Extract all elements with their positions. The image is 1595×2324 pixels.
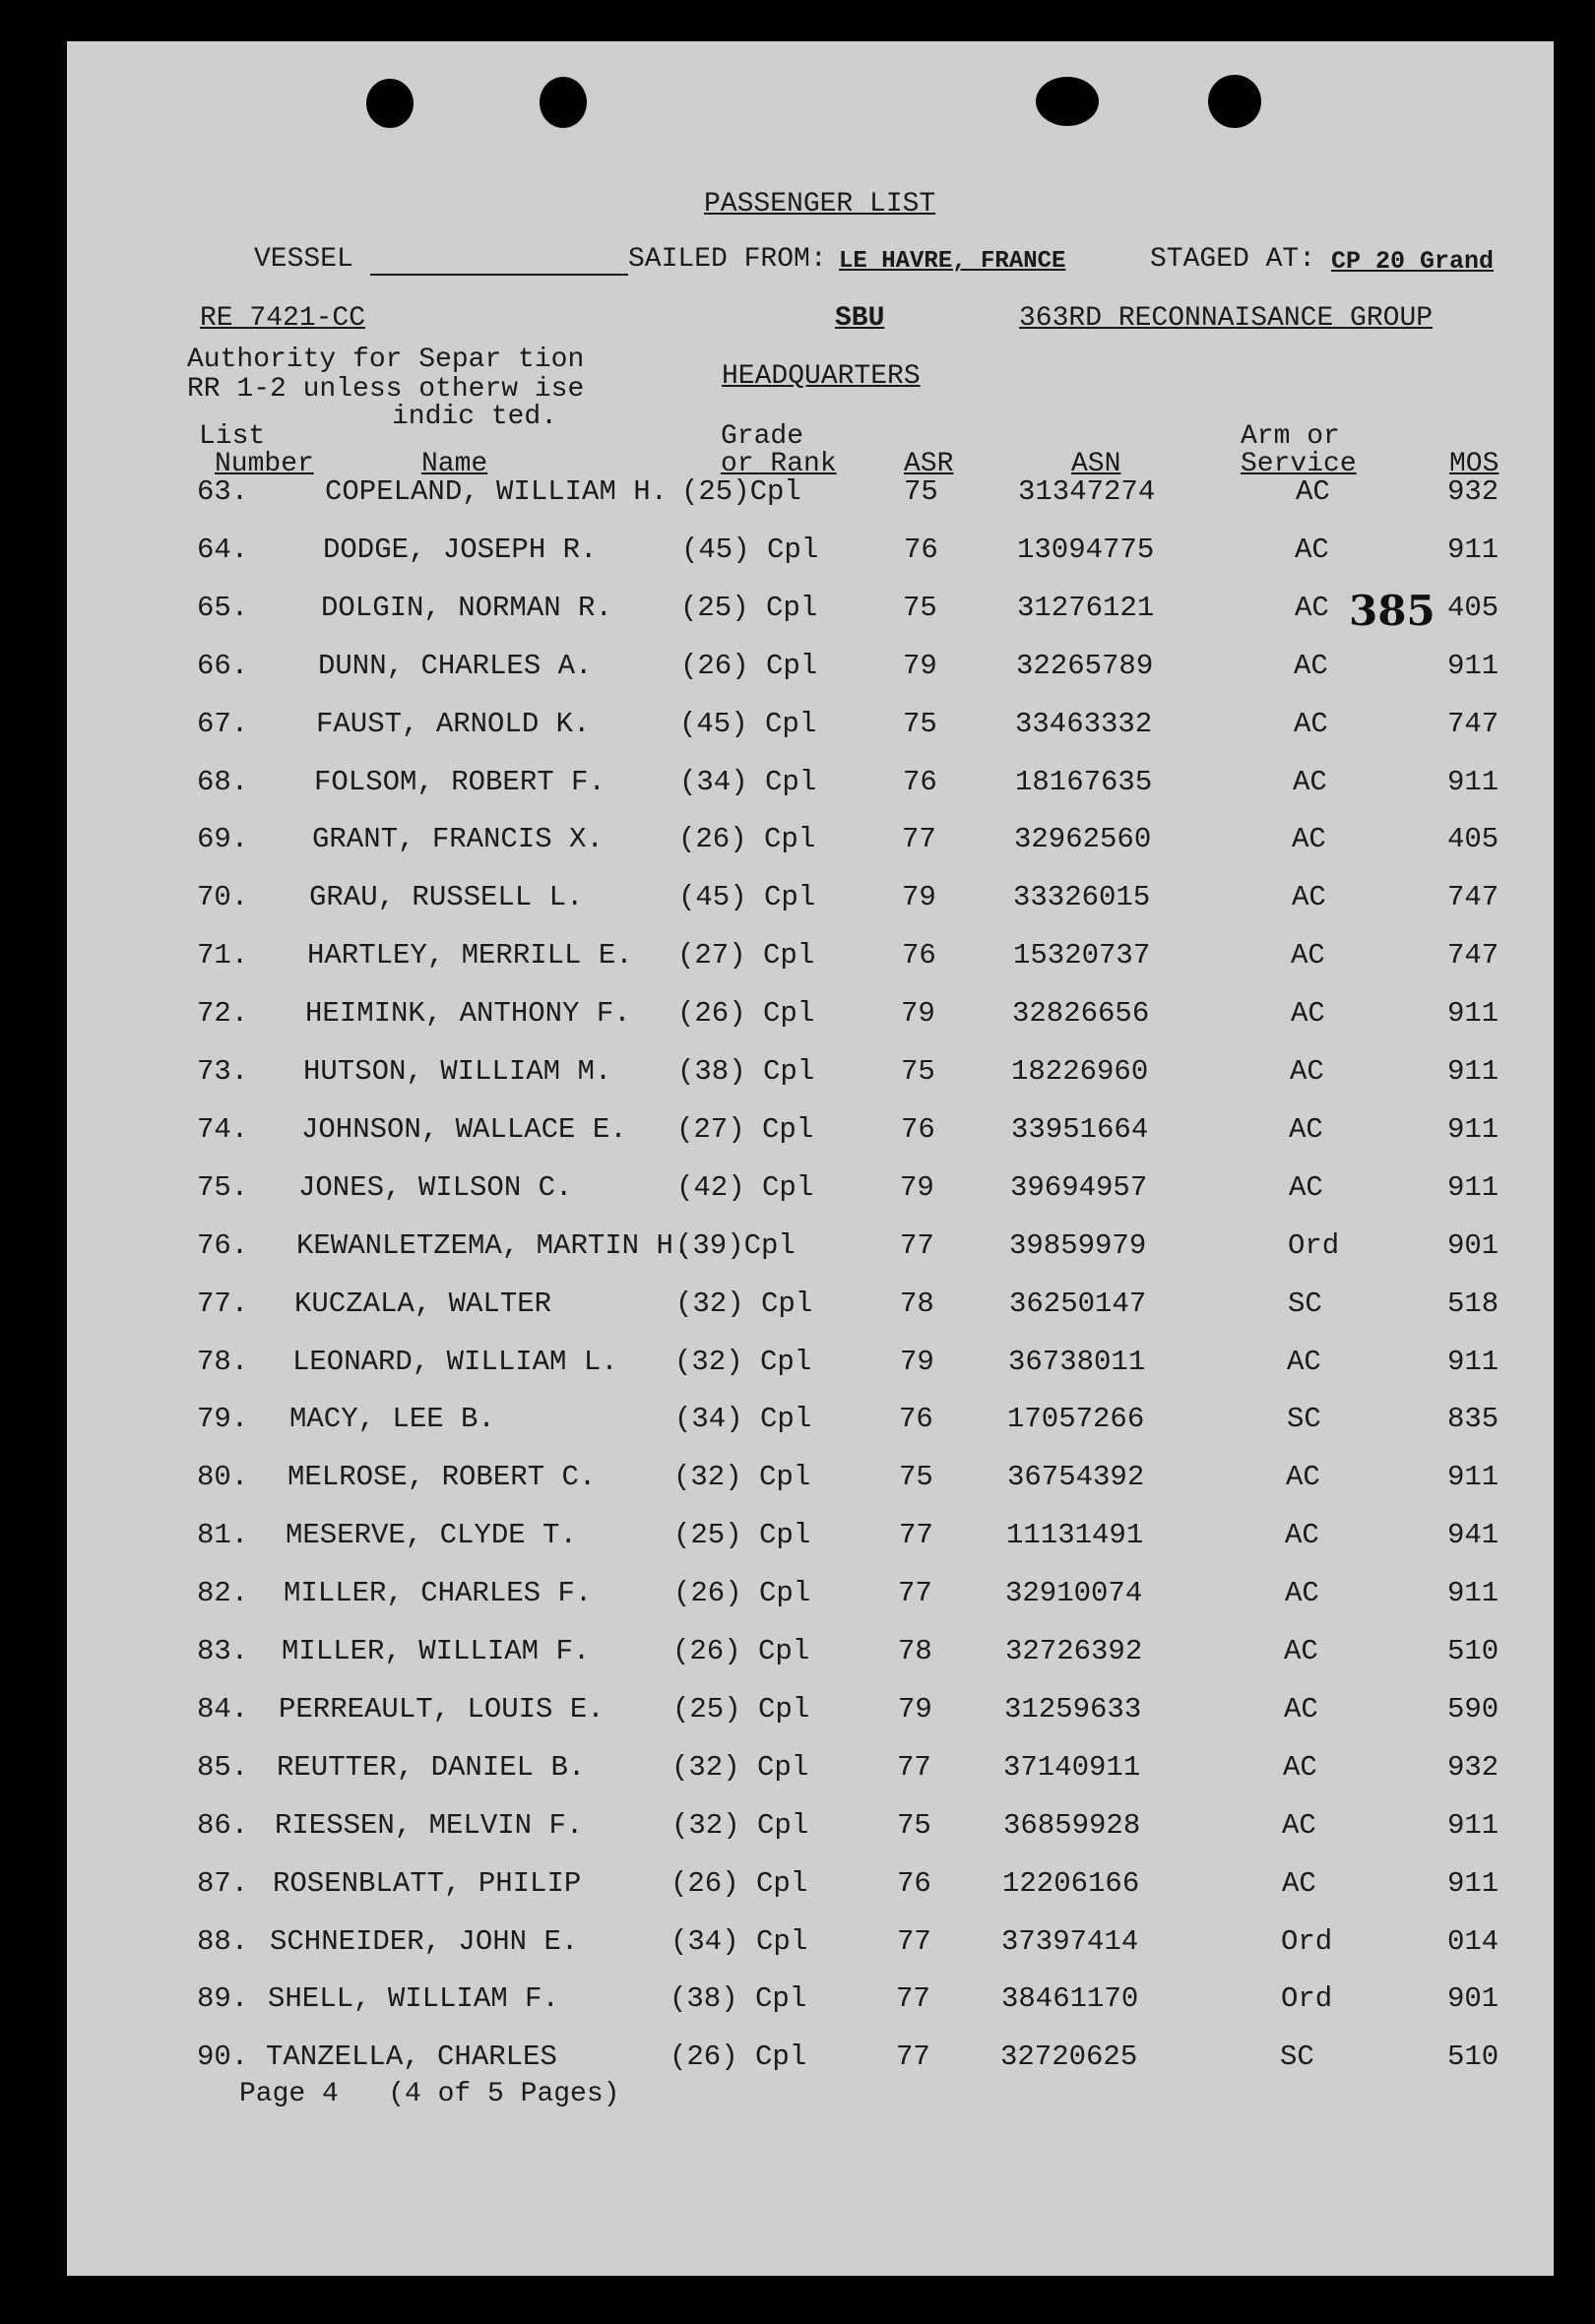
mos: 510: [1447, 2041, 1499, 2074]
arm-service: Ord: [1281, 1924, 1333, 1958]
grade-rank: (39)Cpl: [675, 1228, 796, 1262]
vessel-label: VESSEL: [254, 244, 353, 275]
mos: 911: [1447, 1112, 1499, 1146]
section-heading: HEADQUARTERS: [722, 361, 921, 392]
passenger-name: DUNN, CHARLES A.: [318, 649, 593, 682]
grade-rank: (27) Cpl: [677, 939, 815, 973]
mos: 911: [1447, 1055, 1499, 1088]
list-number: 76.: [197, 1228, 249, 1262]
table-row: [0, 1866, 1595, 1906]
arm-service: Ord: [1281, 1982, 1333, 2016]
table-row: [0, 649, 1595, 688]
list-number: 81.: [197, 1519, 249, 1552]
grade-rank: (32) Cpl: [671, 1808, 809, 1842]
arm-service: AC: [1291, 997, 1325, 1031]
mos: 911: [1447, 765, 1499, 798]
table-row: [0, 707, 1595, 746]
asr: 78: [898, 1635, 932, 1667]
asn: 33326015: [1013, 881, 1151, 914]
passenger-name: JOHNSON, WALLACE E.: [301, 1112, 627, 1146]
arm-service: AC: [1296, 475, 1330, 508]
arm-service: AC: [1282, 1808, 1316, 1842]
table-row: [0, 1112, 1595, 1152]
asr: 79: [902, 881, 936, 914]
list-number: 74.: [197, 1112, 249, 1146]
table-row: [0, 474, 1595, 514]
arm-service: AC: [1282, 1866, 1316, 1900]
asn: 38461170: [1001, 1982, 1139, 2016]
arm-service: AC: [1285, 1577, 1319, 1610]
header-asn: ASN: [1071, 449, 1121, 479]
grade-rank: (32) Cpl: [673, 1461, 811, 1494]
table-row: [0, 1981, 1595, 2021]
passenger-name: MILLER, WILLIAM F.: [282, 1635, 591, 1667]
asr: 79: [898, 1692, 932, 1726]
mos: 911: [1447, 1170, 1499, 1204]
table-row: [0, 880, 1595, 919]
mos: 941: [1447, 1519, 1499, 1552]
asn: 39694957: [1010, 1170, 1148, 1204]
passenger-name: ROSENBLATT, PHILIP: [273, 1866, 582, 1900]
asr: 76: [903, 765, 937, 798]
passenger-name: PERREAULT, LOUIS E.: [279, 1692, 605, 1726]
grade-rank: (26) Cpl: [670, 1866, 808, 1900]
passenger-name: REUTTER, DANIEL B.: [277, 1750, 586, 1784]
passenger-name: GRANT, FRANCIS X.: [312, 823, 604, 856]
vessel-blank: [370, 270, 628, 276]
asr: 77: [898, 1577, 932, 1610]
grade-rank: (26) Cpl: [670, 2041, 807, 2074]
sbu-label: SBU: [835, 303, 885, 334]
passenger-name: SHELL, WILLIAM F.: [268, 1982, 559, 2016]
list-number: 84.: [197, 1692, 249, 1726]
header-grade: Grade: [721, 421, 804, 452]
grade-rank: (25) Cpl: [680, 591, 818, 624]
asn: 32265789: [1016, 649, 1154, 682]
grade-rank: (34) Cpl: [674, 1403, 812, 1436]
grade-rank: (25)Cpl: [681, 475, 801, 508]
passenger-name: JONES, WILSON C.: [298, 1170, 573, 1204]
header-service: Service: [1241, 449, 1357, 479]
table-row: [0, 1460, 1595, 1499]
header-list: List: [199, 421, 266, 452]
list-number: 69.: [197, 823, 249, 856]
authority-line-1: Authority for Separ tion: [187, 345, 585, 375]
sailed-from-label: SAILED FROM:: [628, 244, 827, 275]
arm-service: AC: [1294, 649, 1328, 682]
authority-line-2: RR 1-2 unless otherw ise: [187, 374, 585, 405]
list-number: 85.: [197, 1750, 249, 1784]
asr: 76: [902, 939, 936, 973]
mos: 510: [1447, 1635, 1499, 1667]
passenger-name: HEIMINK, ANTHONY F.: [305, 997, 631, 1031]
passenger-name: SCHNEIDER, JOHN E.: [270, 1924, 579, 1958]
asn: 31347274: [1018, 475, 1156, 508]
grade-rank: (27) Cpl: [676, 1112, 814, 1146]
asr: 76: [904, 533, 938, 566]
grade-rank: (25) Cpl: [673, 1519, 811, 1552]
grade-rank: (26) Cpl: [677, 997, 815, 1031]
re-number: RE 7421-CC: [200, 303, 366, 334]
table-row: [0, 1692, 1595, 1731]
list-number: 73.: [197, 1055, 249, 1088]
list-number: 77.: [197, 1287, 249, 1320]
passenger-name: MACY, LEE B.: [289, 1403, 495, 1436]
mos: 932: [1447, 475, 1499, 508]
asn: 36859928: [1003, 1808, 1141, 1842]
list-number: 89.: [197, 1982, 249, 2016]
mos: 911: [1447, 1461, 1499, 1494]
list-number: 83.: [197, 1635, 249, 1667]
mos: 518: [1447, 1287, 1499, 1320]
grade-rank: (32) Cpl: [675, 1287, 813, 1320]
asn: 32910074: [1005, 1577, 1143, 1610]
mos: 911: [1447, 1577, 1499, 1610]
stamp-number: 385: [1349, 587, 1436, 635]
asn: 31259633: [1004, 1692, 1142, 1726]
list-number: 71.: [197, 939, 249, 973]
table-row: [0, 1750, 1595, 1790]
asn: 18167635: [1015, 765, 1153, 798]
passenger-name: RIESSEN, MELVIN F.: [275, 1808, 584, 1842]
asn: 39859979: [1009, 1228, 1147, 1262]
passenger-name: HARTLEY, MERRILL E.: [307, 939, 633, 973]
asn: 37397414: [1001, 1924, 1139, 1958]
table-row: [0, 1924, 1595, 1964]
grade-rank: (42) Cpl: [676, 1170, 814, 1204]
punch-hole-3: [1036, 77, 1099, 126]
arm-service: AC: [1284, 1692, 1318, 1726]
list-number: 72.: [197, 997, 249, 1031]
list-number: 86.: [197, 1808, 249, 1842]
table-row: [0, 1228, 1595, 1268]
asn: 31276121: [1017, 591, 1155, 624]
grade-rank: (34) Cpl: [670, 1924, 808, 1958]
grade-rank: (32) Cpl: [671, 1750, 809, 1784]
asr: 77: [899, 1519, 933, 1552]
mos: 901: [1447, 1228, 1499, 1262]
asr: 77: [900, 1228, 934, 1262]
arm-service: AC: [1291, 939, 1325, 973]
list-number: 78.: [197, 1345, 249, 1378]
arm-service: SC: [1280, 2041, 1314, 2074]
grade-rank: (45) Cpl: [678, 881, 816, 914]
passenger-name: COPELAND, WILLIAM H.: [325, 475, 669, 508]
list-number: 88.: [197, 1924, 249, 1958]
asr: 79: [900, 1170, 934, 1204]
arm-service: AC: [1285, 1519, 1319, 1552]
asr: 76: [901, 1112, 935, 1146]
mos: 901: [1447, 1982, 1499, 2016]
page-footer: Page 4 (4 of 5 Pages): [239, 2079, 620, 2109]
arm-service: AC: [1293, 765, 1327, 798]
grade-rank: (38) Cpl: [670, 1982, 807, 2016]
list-number: 66.: [197, 649, 249, 682]
mos: 911: [1447, 649, 1499, 682]
mos: 911: [1447, 1345, 1499, 1378]
passenger-name: GRAU, RUSSELL L.: [309, 881, 584, 914]
mos: 405: [1447, 823, 1499, 856]
asr: 75: [899, 1461, 933, 1494]
asr: 77: [896, 1982, 930, 2016]
list-number: 67.: [197, 707, 249, 740]
asr: 75: [901, 1055, 935, 1088]
table-row: [0, 2040, 1595, 2079]
asr: 75: [903, 591, 937, 624]
passenger-name: KUCZALA, WALTER: [294, 1287, 552, 1320]
list-number: 90.: [197, 2041, 249, 2074]
punch-hole-1: [366, 79, 414, 128]
sailed-from-value: LE HAVRE, FRANCE: [839, 248, 1066, 275]
list-number: 63.: [197, 475, 249, 508]
table-row: [0, 1054, 1595, 1094]
list-number: 79.: [197, 1403, 249, 1436]
page-title: PASSENGER LIST: [704, 189, 936, 220]
list-number: 68.: [197, 765, 249, 798]
asr: 75: [904, 475, 938, 508]
header-arm: Arm or: [1241, 421, 1340, 452]
table-row: [0, 1634, 1595, 1673]
unit-name: 363RD RECONNAISANCE GROUP: [1019, 303, 1434, 334]
arm-service: AC: [1294, 707, 1328, 740]
mos: 014: [1447, 1924, 1499, 1958]
table-row: [0, 996, 1595, 1036]
arm-service: AC: [1287, 1345, 1321, 1378]
mos: 747: [1447, 881, 1499, 914]
grade-rank: (34) Cpl: [679, 765, 817, 798]
arm-service: Ord: [1288, 1228, 1340, 1262]
grade-rank: (45) Cpl: [679, 707, 817, 740]
grade-rank: (26) Cpl: [678, 823, 816, 856]
mos: 747: [1447, 939, 1499, 973]
mos: 911: [1447, 1808, 1499, 1842]
asn: 17057266: [1007, 1403, 1145, 1436]
asn: 33463332: [1015, 707, 1153, 740]
asn: 32826656: [1012, 997, 1150, 1031]
mos: 405: [1447, 591, 1499, 624]
asr: 77: [897, 1924, 931, 1958]
asn: 15320737: [1013, 939, 1151, 973]
grade-rank: (26) Cpl: [680, 649, 818, 682]
table-row: [0, 765, 1595, 804]
arm-service: AC: [1284, 1635, 1318, 1667]
staged-at-label: STAGED AT:: [1150, 244, 1316, 275]
authority-line-3: indic ted.: [392, 402, 558, 432]
table-row: [0, 533, 1595, 572]
asn: 36738011: [1008, 1345, 1146, 1378]
list-number: 64.: [197, 533, 249, 566]
mos: 911: [1447, 997, 1499, 1031]
asr: 76: [899, 1403, 933, 1436]
list-number: 65.: [197, 591, 249, 624]
mos: 590: [1447, 1692, 1499, 1726]
table-row: [0, 1576, 1595, 1615]
asn: 13094775: [1017, 533, 1155, 566]
header-number: Number: [215, 449, 314, 479]
grade-rank: (26) Cpl: [673, 1577, 811, 1610]
asn: 33951664: [1011, 1112, 1149, 1146]
passenger-name: FOLSOM, ROBERT F.: [314, 765, 606, 798]
table-row: [0, 1402, 1595, 1441]
asr: 79: [900, 1345, 934, 1378]
asr: 76: [897, 1866, 931, 1900]
mos: 835: [1447, 1403, 1499, 1436]
asr: 77: [902, 823, 936, 856]
punch-hole-2: [540, 77, 587, 128]
arm-service: AC: [1286, 1461, 1320, 1494]
header-mos: MOS: [1449, 449, 1499, 479]
mos: 911: [1447, 1866, 1499, 1900]
header-asr: ASR: [904, 449, 954, 479]
header-rank: or Rank: [721, 449, 837, 479]
grade-rank: (45) Cpl: [681, 533, 819, 566]
arm-service: AC: [1292, 823, 1326, 856]
asr: 79: [901, 997, 935, 1031]
asr: 77: [897, 1750, 931, 1784]
punch-hole-4: [1208, 75, 1261, 128]
asn: 32720625: [1000, 2041, 1138, 2074]
list-number: 80.: [197, 1461, 249, 1494]
arm-service: AC: [1283, 1750, 1317, 1784]
passenger-name: MESERVE, CLYDE T.: [286, 1519, 577, 1552]
table-row: [0, 938, 1595, 977]
table-row: [0, 591, 1595, 630]
asr: 79: [903, 649, 937, 682]
passenger-name: LEONARD, WILLIAM L.: [292, 1345, 618, 1378]
arm-service: AC: [1289, 1112, 1323, 1146]
passenger-name: MILLER, CHARLES F.: [284, 1577, 593, 1610]
arm-service: AC: [1295, 591, 1329, 624]
passenger-name: DODGE, JOSEPH R.: [323, 533, 598, 566]
passenger-name: FAUST, ARNOLD K.: [316, 707, 591, 740]
mos: 911: [1447, 533, 1499, 566]
grade-rank: (32) Cpl: [674, 1345, 812, 1378]
asn: 18226960: [1011, 1055, 1149, 1088]
list-number: 87.: [197, 1866, 249, 1900]
grade-rank: (26) Cpl: [672, 1635, 810, 1667]
list-number: 70.: [197, 881, 249, 914]
asr: 78: [900, 1287, 934, 1320]
arm-service: SC: [1287, 1403, 1321, 1436]
passenger-name: MELROSE, ROBERT C.: [287, 1461, 597, 1494]
passenger-name: KEWANLETZEMA, MARTIN H.: [296, 1228, 691, 1262]
asn: 12206166: [1002, 1866, 1140, 1900]
list-number: 75.: [197, 1170, 249, 1204]
asn: 36754392: [1007, 1461, 1145, 1494]
grade-rank: (38) Cpl: [677, 1055, 815, 1088]
table-row: [0, 1808, 1595, 1848]
asr: 75: [897, 1808, 931, 1842]
list-number: 82.: [197, 1577, 249, 1610]
mos: 932: [1447, 1750, 1499, 1784]
asn: 11131491: [1006, 1519, 1144, 1552]
asr: 77: [896, 2041, 930, 2074]
table-row: [0, 822, 1595, 861]
arm-service: AC: [1292, 881, 1326, 914]
arm-service: AC: [1295, 533, 1329, 566]
passenger-name: HUTSON, WILLIAM M.: [303, 1055, 612, 1088]
table-row: [0, 1287, 1595, 1326]
asr: 75: [903, 707, 937, 740]
asn: 36250147: [1009, 1287, 1147, 1320]
arm-service: SC: [1288, 1287, 1322, 1320]
asn: 37140911: [1003, 1750, 1141, 1784]
passenger-name: DOLGIN, NORMAN R.: [321, 591, 612, 624]
asn: 32726392: [1005, 1635, 1143, 1667]
table-row: [0, 1170, 1595, 1210]
asn: 32962560: [1014, 823, 1152, 856]
header-name: Name: [421, 449, 488, 479]
arm-service: AC: [1289, 1170, 1323, 1204]
mos: 747: [1447, 707, 1499, 740]
grade-rank: (25) Cpl: [672, 1692, 810, 1726]
table-row: [0, 1518, 1595, 1557]
table-row: [0, 1345, 1595, 1384]
arm-service: AC: [1290, 1055, 1324, 1088]
passenger-name: TANZELLA, CHARLES: [266, 2041, 557, 2074]
staged-at-value: CP 20 Grand: [1331, 247, 1495, 276]
